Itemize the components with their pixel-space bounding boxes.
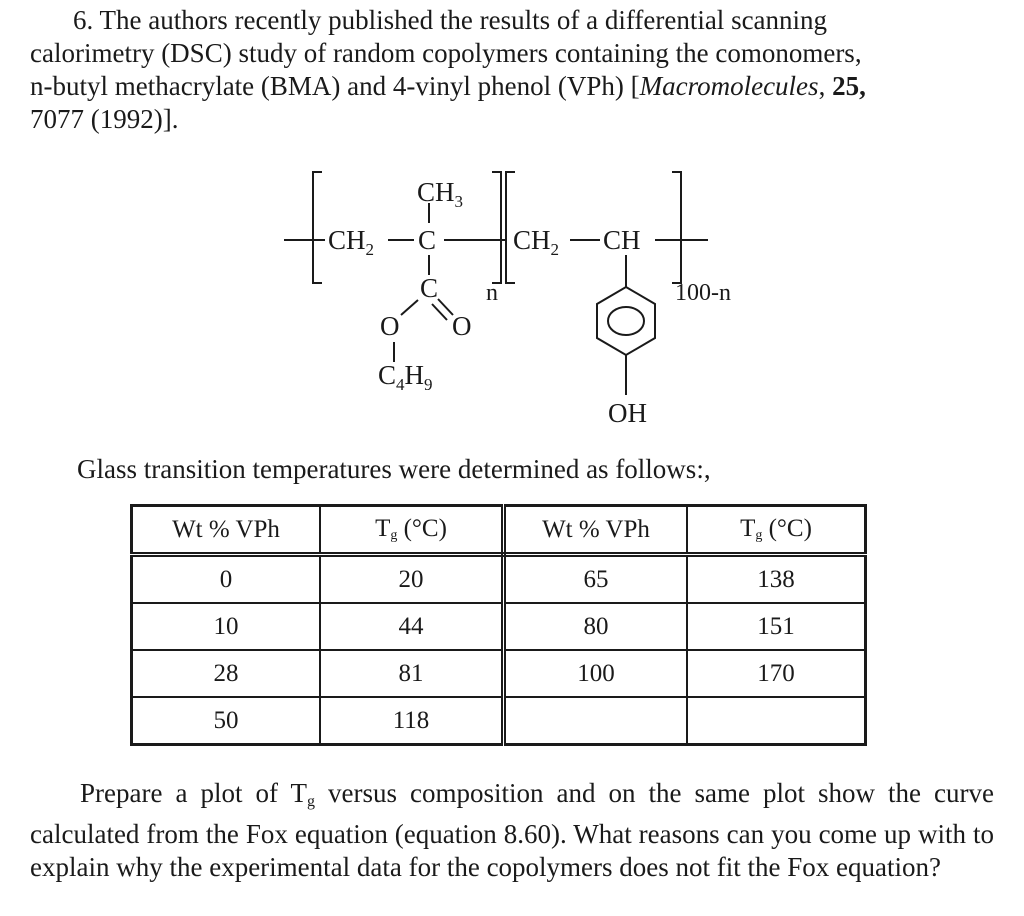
- quaternary-carbon: C: [418, 225, 437, 255]
- repeat-subscript-100n: 100-n: [675, 280, 731, 306]
- repeat-subscript-n: n: [486, 280, 498, 306]
- table-cell: 28: [132, 650, 321, 697]
- carbonyl-carbon: C: [420, 273, 439, 303]
- table-cell: [504, 697, 688, 745]
- methyl-group: $CH_3$: [417, 177, 464, 211]
- butyl-group: $C_4H_9$: [378, 360, 433, 394]
- table-cell: [687, 697, 866, 745]
- problem-statement: [30, 4, 994, 136]
- tg-subscript: g: [306, 793, 315, 810]
- question-text: Prepare a plot of $T_g$ versus composition and on the same plot show the curve calculated from the Fox equation (equation 8.60). What reasons can you come up with to explain why the experimental data for the copolymers does not fit the Fox equation?: [30, 778, 994, 882]
- table-cell: 138: [687, 555, 866, 604]
- journal-name: Macromolecules: [639, 71, 819, 101]
- glass-transition-table: [130, 504, 867, 746]
- ester-oxygen: O: [380, 311, 400, 341]
- problem-line-2: calorimetry (DSC) study of random copolymers containing the comonomers,: [30, 38, 862, 68]
- header-tg: $T_g$ (°C): [320, 506, 504, 555]
- table-cell: 80: [504, 603, 688, 650]
- table-cell: 65: [504, 555, 688, 604]
- table-row: [132, 650, 866, 697]
- table-cell: 100: [504, 650, 688, 697]
- problem-number: 6.: [73, 5, 94, 35]
- table-cell: 50: [132, 697, 321, 745]
- carbonyl-oxygen: O: [452, 311, 472, 341]
- table-cell: 10: [132, 603, 321, 650]
- table-cell: 170: [687, 650, 866, 697]
- header-tg-2: $T_g$ (°C): [687, 506, 866, 555]
- problem-line-3: n-butyl methacrylate (BMA) and 4-vinyl phenol (VPh) [Macromolecules, 25,: [30, 71, 866, 101]
- table-row: [132, 697, 866, 745]
- table-header-row: [132, 506, 866, 555]
- hydroxyl-group: OH: [608, 398, 647, 428]
- table-cell: 44: [320, 603, 504, 650]
- table-caption: Glass transition temperatures were determined as follows:,: [77, 454, 711, 484]
- table-cell: 81: [320, 650, 504, 697]
- header-wt-vph-2: Wt % VPh: [504, 506, 688, 555]
- methine-carbon: CH: [603, 225, 641, 255]
- methylene-left: $CH_2$: [328, 225, 375, 259]
- table-cell: 20: [320, 555, 504, 604]
- methylene-right: $CH_2$: [513, 225, 560, 259]
- table-cell: 151: [687, 603, 866, 650]
- problem-line-1: 6. The authors recently published the results of a differential scanning: [73, 5, 828, 35]
- table-cell: 0: [132, 555, 321, 604]
- table-row: [132, 555, 866, 604]
- header-wt-vph: Wt % VPh: [132, 506, 321, 555]
- table-row: [132, 603, 866, 650]
- journal-volume: 25,: [832, 71, 866, 101]
- copolymer-structure: [270, 165, 750, 440]
- table-cell: 118: [320, 697, 504, 745]
- problem-citation-end: 7077 (1992)].: [30, 104, 179, 134]
